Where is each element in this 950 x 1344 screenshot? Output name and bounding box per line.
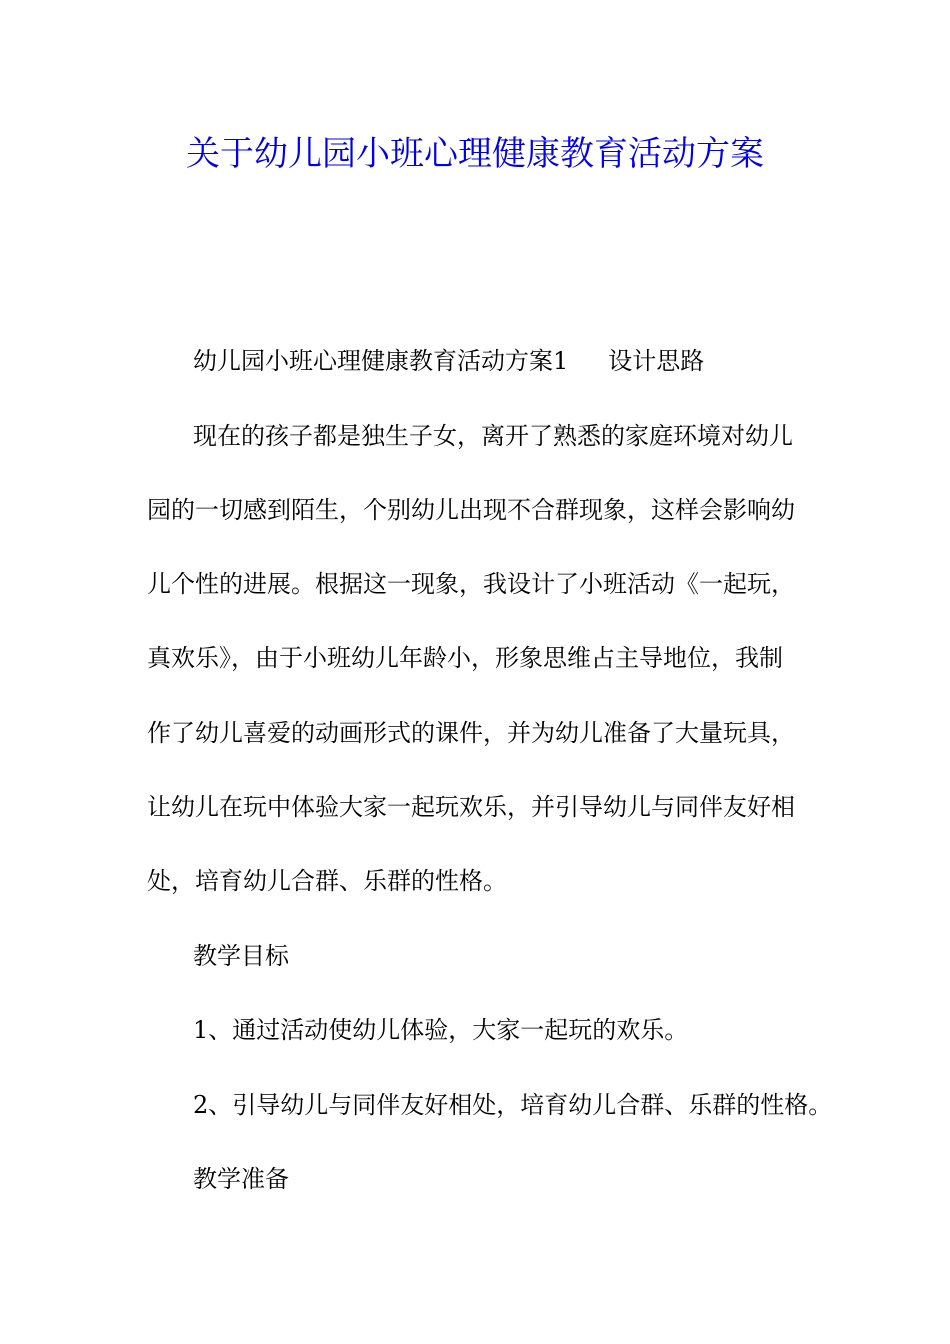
objectives-heading: 教学目标	[193, 942, 289, 970]
document-title: 关于幼儿园小班心理健康教育活动方案	[186, 134, 764, 174]
objective-item: 1、通过活动使幼儿体验，大家一起玩的欢乐。	[193, 1016, 689, 1044]
body-line: 儿个性的进展。根据这一现象，我设计了小班活动《一起玩，	[147, 570, 795, 598]
body-line: 作了幼儿喜爱的动画形式的课件，并为幼儿准备了大量玩具，	[147, 719, 795, 747]
section-subheading: 设计思路	[608, 347, 705, 375]
body-line: 处，培育幼儿合群、乐群的性格。	[147, 867, 507, 895]
section-heading-line	[193, 341, 873, 381]
section-heading: 幼儿园小班心理健康教育活动方案1	[193, 347, 569, 375]
body-line: 让幼儿在玩中体验大家一起玩欢乐，并引导幼儿与同伴友好相	[147, 793, 795, 821]
objective-item: 2、引导幼儿与同伴友好相处，培育幼儿合群、乐群的性格。	[193, 1091, 833, 1119]
body-line: 园的一切感到陌生，个别幼儿出现不合群现象，这样会影响幼	[147, 496, 795, 524]
body-line: 真欢乐》，由于小班幼儿年龄小，形象思维占主导地位，我制	[147, 644, 783, 672]
preparation-heading: 教学准备	[193, 1165, 289, 1193]
body-line: 现在的孩子都是独生子女，离开了熟悉的家庭环境对幼儿	[193, 422, 793, 450]
